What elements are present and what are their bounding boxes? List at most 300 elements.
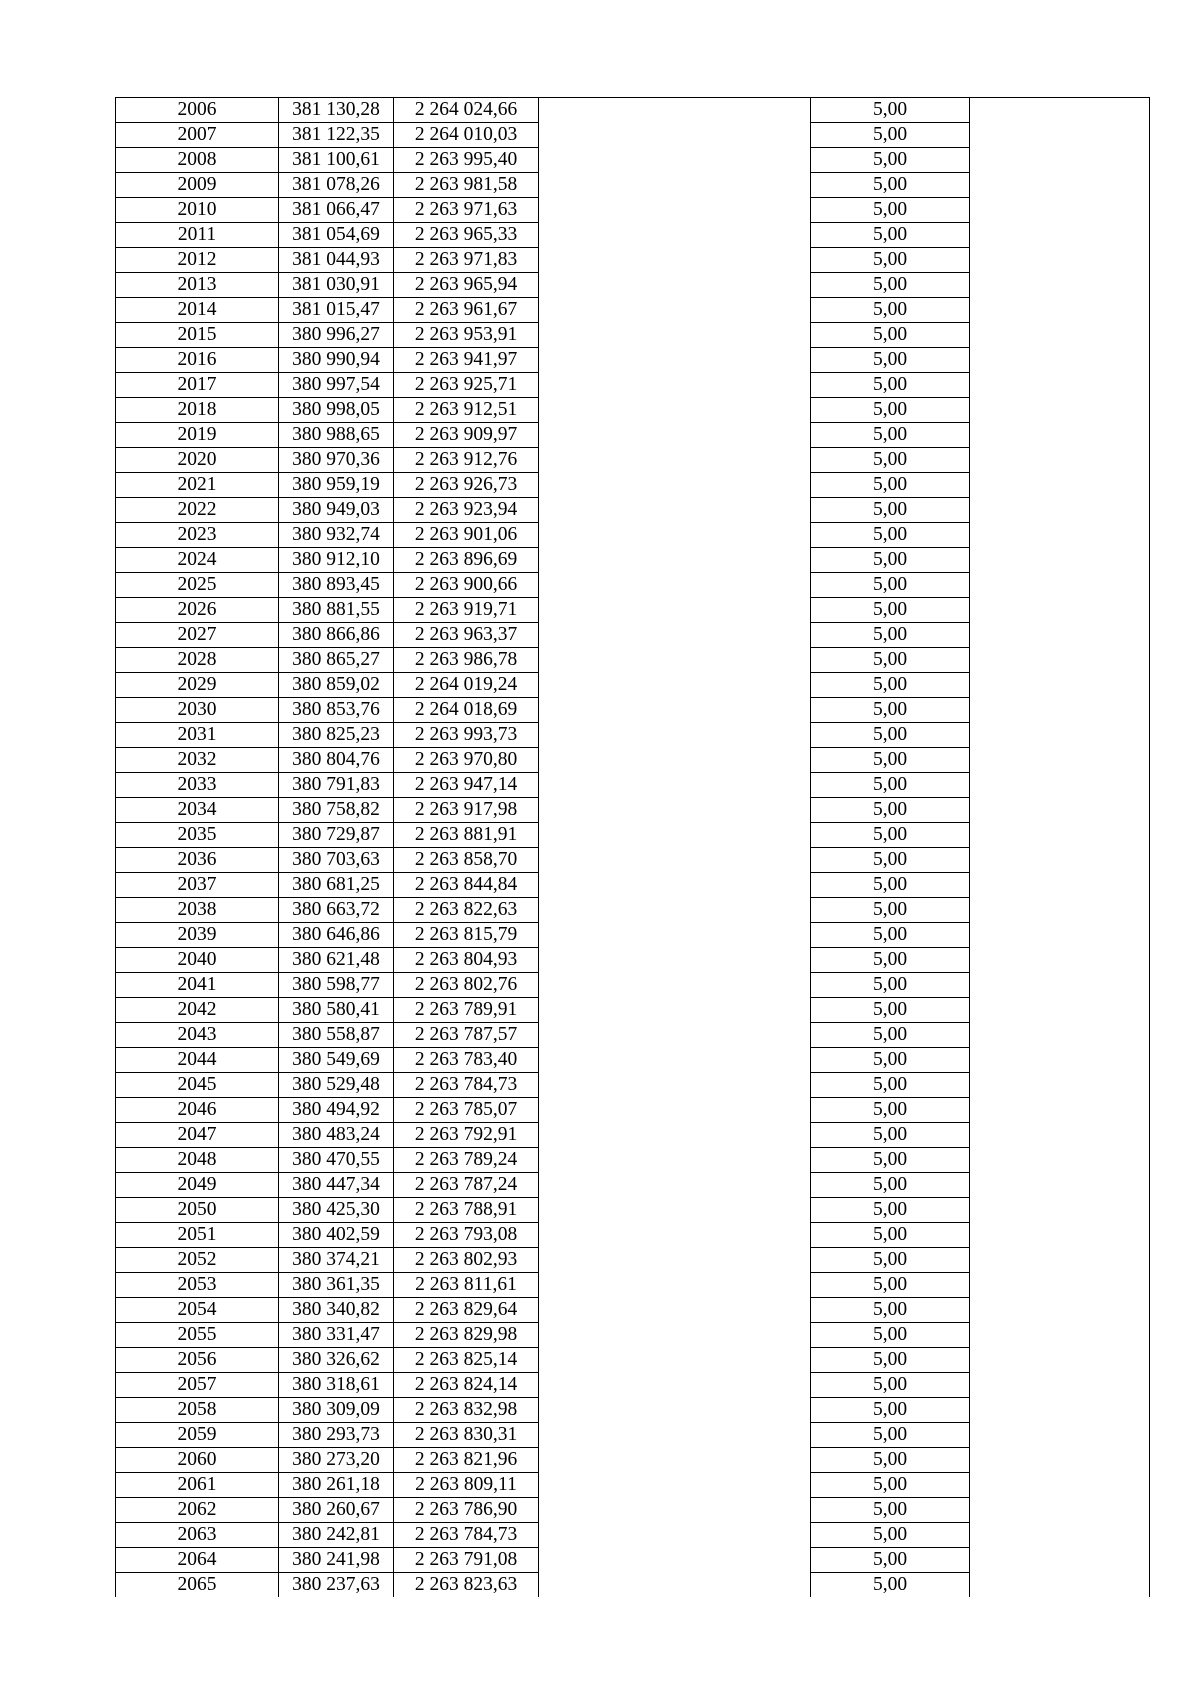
y-coordinate-cell: 2 263 971,63 [394,198,539,223]
table-row [116,423,1150,448]
y-coordinate-cell: 2 263 785,07 [394,1098,539,1123]
table-row [116,1548,1150,1573]
x-coordinate-cell: 380 331,47 [279,1323,394,1348]
point-number-cell: 2053 [116,1273,279,1298]
point-number-cell: 2038 [116,898,279,923]
empty-cell [970,1173,1150,1198]
point-number-cell: 2054 [116,1298,279,1323]
empty-cell [539,123,811,148]
empty-cell [970,323,1150,348]
y-coordinate-cell: 2 263 809,11 [394,1473,539,1498]
point-number-cell: 2024 [116,548,279,573]
empty-cell [539,223,811,248]
table-row [116,523,1150,548]
empty-cell [970,1473,1150,1498]
point-number-cell: 2047 [116,1123,279,1148]
x-coordinate-cell: 381 130,28 [279,98,394,123]
empty-cell [970,498,1150,523]
point-number-cell: 2033 [116,773,279,798]
x-coordinate-cell: 380 293,73 [279,1423,394,1448]
x-coordinate-cell: 380 893,45 [279,573,394,598]
y-coordinate-cell: 2 264 018,69 [394,698,539,723]
empty-cell [970,1123,1150,1148]
table-row [116,848,1150,873]
x-coordinate-cell: 380 425,30 [279,1198,394,1223]
table-row [116,823,1150,848]
table-row [116,973,1150,998]
table-row [116,348,1150,373]
point-number-cell: 2035 [116,823,279,848]
precision-cell: 5,00 [811,1023,970,1048]
point-number-cell: 2013 [116,273,279,298]
precision-cell: 5,00 [811,1273,970,1298]
y-coordinate-cell: 2 263 792,91 [394,1123,539,1148]
table-row [116,998,1150,1023]
empty-cell [970,448,1150,473]
point-number-cell: 2060 [116,1448,279,1473]
x-coordinate-cell: 380 261,18 [279,1473,394,1498]
x-coordinate-cell: 380 932,74 [279,523,394,548]
precision-cell: 5,00 [811,523,970,548]
point-number-cell: 2063 [116,1523,279,1548]
point-number-cell: 2009 [116,173,279,198]
table-row [116,148,1150,173]
empty-cell [539,1023,811,1048]
empty-cell [539,98,811,123]
y-coordinate-cell: 2 263 858,70 [394,848,539,873]
x-coordinate-cell: 380 237,63 [279,1573,394,1598]
empty-cell [539,623,811,648]
y-coordinate-cell: 2 263 961,67 [394,298,539,323]
table-row [116,1498,1150,1523]
x-coordinate-cell: 380 703,63 [279,848,394,873]
empty-cell [970,573,1150,598]
empty-cell [539,1323,811,1348]
y-coordinate-cell: 2 263 965,94 [394,273,539,298]
y-coordinate-cell: 2 263 823,63 [394,1573,539,1598]
x-coordinate-cell: 381 015,47 [279,298,394,323]
point-number-cell: 2019 [116,423,279,448]
table-row [116,1523,1150,1548]
y-coordinate-cell: 2 263 963,37 [394,623,539,648]
precision-cell: 5,00 [811,1348,970,1373]
table-row [116,898,1150,923]
empty-cell [970,523,1150,548]
y-coordinate-cell: 2 263 981,58 [394,173,539,198]
x-coordinate-cell: 380 729,87 [279,823,394,848]
empty-cell [539,873,811,898]
precision-cell: 5,00 [811,1448,970,1473]
empty-cell [539,248,811,273]
point-number-cell: 2040 [116,948,279,973]
y-coordinate-cell: 2 263 786,90 [394,1498,539,1523]
point-number-cell: 2055 [116,1323,279,1348]
point-number-cell: 2049 [116,1173,279,1198]
precision-cell: 5,00 [811,698,970,723]
empty-cell [970,1323,1150,1348]
empty-cell [539,773,811,798]
empty-cell [970,923,1150,948]
precision-cell: 5,00 [811,823,970,848]
empty-cell [539,1298,811,1323]
empty-cell [539,398,811,423]
empty-cell [539,1498,811,1523]
point-number-cell: 2028 [116,648,279,673]
point-number-cell: 2043 [116,1023,279,1048]
x-coordinate-cell: 380 791,83 [279,773,394,798]
precision-cell: 5,00 [811,98,970,123]
table-row [116,1273,1150,1298]
x-coordinate-cell: 381 066,47 [279,198,394,223]
y-coordinate-cell: 2 263 802,76 [394,973,539,998]
precision-cell: 5,00 [811,1248,970,1273]
precision-cell: 5,00 [811,1048,970,1073]
empty-cell [970,698,1150,723]
empty-cell [970,748,1150,773]
precision-cell: 5,00 [811,323,970,348]
table-row [116,1573,1150,1598]
precision-cell: 5,00 [811,1423,970,1448]
x-coordinate-cell: 380 853,76 [279,698,394,723]
empty-cell [539,1523,811,1548]
empty-cell [970,1023,1150,1048]
y-coordinate-cell: 2 263 825,14 [394,1348,539,1373]
empty-cell [970,298,1150,323]
y-coordinate-cell: 2 263 947,14 [394,773,539,798]
x-coordinate-cell: 380 447,34 [279,1173,394,1198]
table-row [116,448,1150,473]
table-row [116,98,1150,123]
empty-cell [970,1448,1150,1473]
y-coordinate-cell: 2 263 896,69 [394,548,539,573]
x-coordinate-cell: 380 273,20 [279,1448,394,1473]
table-row [116,623,1150,648]
y-coordinate-cell: 2 263 993,73 [394,723,539,748]
x-coordinate-cell: 380 949,03 [279,498,394,523]
table-row [116,323,1150,348]
x-coordinate-cell: 381 030,91 [279,273,394,298]
coordinates-table [115,97,1150,1597]
precision-cell: 5,00 [811,923,970,948]
x-coordinate-cell: 380 912,10 [279,548,394,573]
empty-cell [970,98,1150,123]
table-row [116,648,1150,673]
empty-cell [970,473,1150,498]
point-number-cell: 2021 [116,473,279,498]
precision-cell: 5,00 [811,1298,970,1323]
y-coordinate-cell: 2 263 830,31 [394,1423,539,1448]
x-coordinate-cell: 380 990,94 [279,348,394,373]
precision-cell: 5,00 [811,873,970,898]
point-number-cell: 2057 [116,1373,279,1398]
y-coordinate-cell: 2 263 821,96 [394,1448,539,1473]
empty-cell [970,273,1150,298]
y-coordinate-cell: 2 263 829,64 [394,1298,539,1323]
empty-cell [539,523,811,548]
y-coordinate-cell: 2 263 787,24 [394,1173,539,1198]
empty-cell [539,1223,811,1248]
empty-cell [539,923,811,948]
empty-cell [539,1123,811,1148]
x-coordinate-cell: 380 361,35 [279,1273,394,1298]
point-number-cell: 2036 [116,848,279,873]
x-coordinate-cell: 380 804,76 [279,748,394,773]
empty-cell [539,498,811,523]
x-coordinate-cell: 380 580,41 [279,998,394,1023]
y-coordinate-cell: 2 263 995,40 [394,148,539,173]
empty-cell [970,1198,1150,1223]
precision-cell: 5,00 [811,1548,970,1573]
x-coordinate-cell: 380 959,19 [279,473,394,498]
empty-cell [539,898,811,923]
precision-cell: 5,00 [811,1073,970,1098]
table-row [116,548,1150,573]
y-coordinate-cell: 2 264 010,03 [394,123,539,148]
empty-cell [970,873,1150,898]
empty-cell [970,1298,1150,1323]
empty-cell [539,698,811,723]
point-number-cell: 2044 [116,1048,279,1073]
x-coordinate-cell: 381 054,69 [279,223,394,248]
y-coordinate-cell: 2 263 970,80 [394,748,539,773]
table-row [116,1298,1150,1323]
empty-cell [970,1098,1150,1123]
empty-cell [970,973,1150,998]
y-coordinate-cell: 2 263 811,61 [394,1273,539,1298]
point-number-cell: 2064 [116,1548,279,1573]
empty-cell [539,1573,811,1598]
table-row [116,1223,1150,1248]
x-coordinate-cell: 380 998,05 [279,398,394,423]
point-number-cell: 2052 [116,1248,279,1273]
empty-cell [970,1573,1150,1598]
empty-cell [539,748,811,773]
y-coordinate-cell: 2 263 919,71 [394,598,539,623]
precision-cell: 5,00 [811,398,970,423]
y-coordinate-cell: 2 263 787,57 [394,1023,539,1048]
table-row [116,598,1150,623]
point-number-cell: 2023 [116,523,279,548]
empty-cell [539,273,811,298]
empty-cell [539,1098,811,1123]
x-coordinate-cell: 380 621,48 [279,948,394,973]
empty-cell [539,1198,811,1223]
precision-cell: 5,00 [811,298,970,323]
point-number-cell: 2050 [116,1198,279,1223]
point-number-cell: 2034 [116,798,279,823]
empty-cell [539,1473,811,1498]
y-coordinate-cell: 2 263 986,78 [394,648,539,673]
empty-cell [970,1148,1150,1173]
table-row [116,748,1150,773]
empty-cell [970,1048,1150,1073]
precision-cell: 5,00 [811,673,970,698]
x-coordinate-cell: 380 825,23 [279,723,394,748]
precision-cell: 5,00 [811,1398,970,1423]
point-number-cell: 2062 [116,1498,279,1523]
empty-cell [970,1348,1150,1373]
empty-cell [970,1248,1150,1273]
precision-cell: 5,00 [811,1223,970,1248]
point-number-cell: 2018 [116,398,279,423]
empty-cell [970,1398,1150,1423]
table-row [116,1348,1150,1373]
table-row [116,1448,1150,1473]
empty-cell [539,323,811,348]
empty-cell [539,1073,811,1098]
empty-cell [539,573,811,598]
x-coordinate-cell: 381 122,35 [279,123,394,148]
point-number-cell: 2046 [116,1098,279,1123]
point-number-cell: 2011 [116,223,279,248]
empty-cell [970,823,1150,848]
table-row [116,923,1150,948]
precision-cell: 5,00 [811,148,970,173]
empty-cell [539,1398,811,1423]
table-row [116,398,1150,423]
x-coordinate-cell: 380 646,86 [279,923,394,948]
empty-cell [539,198,811,223]
table-row [116,673,1150,698]
point-number-cell: 2037 [116,873,279,898]
y-coordinate-cell: 2 264 019,24 [394,673,539,698]
y-coordinate-cell: 2 263 789,24 [394,1148,539,1173]
empty-cell [539,1423,811,1448]
table-row [116,798,1150,823]
y-coordinate-cell: 2 263 917,98 [394,798,539,823]
x-coordinate-cell: 380 318,61 [279,1373,394,1398]
table-row [116,1098,1150,1123]
empty-cell [970,948,1150,973]
empty-cell [970,223,1150,248]
empty-cell [539,798,811,823]
table-row [116,1073,1150,1098]
precision-cell: 5,00 [811,1498,970,1523]
y-coordinate-cell: 2 263 784,73 [394,1523,539,1548]
point-number-cell: 2025 [116,573,279,598]
point-number-cell: 2059 [116,1423,279,1448]
x-coordinate-cell: 380 326,62 [279,1348,394,1373]
x-coordinate-cell: 380 988,65 [279,423,394,448]
point-number-cell: 2012 [116,248,279,273]
y-coordinate-cell: 2 263 909,97 [394,423,539,448]
table-row [116,1173,1150,1198]
empty-cell [970,623,1150,648]
x-coordinate-cell: 380 997,54 [279,373,394,398]
precision-cell: 5,00 [811,598,970,623]
x-coordinate-cell: 380 881,55 [279,598,394,623]
table-row [116,1148,1150,1173]
empty-cell [970,673,1150,698]
empty-cell [539,423,811,448]
point-number-cell: 2006 [116,98,279,123]
precision-cell: 5,00 [811,173,970,198]
y-coordinate-cell: 2 263 923,94 [394,498,539,523]
y-coordinate-cell: 2 263 965,33 [394,223,539,248]
precision-cell: 5,00 [811,1523,970,1548]
y-coordinate-cell: 2 263 788,91 [394,1198,539,1223]
empty-cell [970,648,1150,673]
precision-cell: 5,00 [811,898,970,923]
point-number-cell: 2051 [116,1223,279,1248]
empty-cell [539,548,811,573]
empty-cell [970,1073,1150,1098]
y-coordinate-cell: 2 263 926,73 [394,473,539,498]
table-row [116,873,1150,898]
point-number-cell: 2026 [116,598,279,623]
empty-cell [539,1248,811,1273]
x-coordinate-cell: 380 494,92 [279,1098,394,1123]
table-row [116,1248,1150,1273]
table-row [116,1123,1150,1148]
table-row [116,223,1150,248]
table-row [116,198,1150,223]
precision-cell: 5,00 [811,1473,970,1498]
empty-cell [970,1423,1150,1448]
empty-cell [970,1523,1150,1548]
precision-cell: 5,00 [811,1123,970,1148]
y-coordinate-cell: 2 263 881,91 [394,823,539,848]
table-row [116,773,1150,798]
table-row [116,723,1150,748]
table-row [116,1398,1150,1423]
table-row [116,1198,1150,1223]
precision-cell: 5,00 [811,773,970,798]
y-coordinate-cell: 2 263 900,66 [394,573,539,598]
table-row [116,498,1150,523]
table-row [116,698,1150,723]
empty-cell [970,1223,1150,1248]
y-coordinate-cell: 2 263 953,91 [394,323,539,348]
precision-cell: 5,00 [811,1573,970,1598]
y-coordinate-cell: 2 263 941,97 [394,348,539,373]
empty-cell [539,473,811,498]
x-coordinate-cell: 380 241,98 [279,1548,394,1573]
empty-cell [539,948,811,973]
empty-cell [539,348,811,373]
precision-cell: 5,00 [811,1198,970,1223]
table-row [116,573,1150,598]
precision-cell: 5,00 [811,848,970,873]
empty-cell [539,373,811,398]
point-number-cell: 2010 [116,198,279,223]
precision-cell: 5,00 [811,198,970,223]
empty-cell [970,723,1150,748]
empty-cell [970,148,1150,173]
empty-cell [539,298,811,323]
table-row [116,1048,1150,1073]
precision-cell: 5,00 [811,1098,970,1123]
empty-cell [970,1548,1150,1573]
x-coordinate-cell: 380 866,86 [279,623,394,648]
empty-cell [539,848,811,873]
empty-cell [970,848,1150,873]
empty-cell [970,398,1150,423]
point-number-cell: 2022 [116,498,279,523]
table-row [116,123,1150,148]
point-number-cell: 2014 [116,298,279,323]
precision-cell: 5,00 [811,998,970,1023]
x-coordinate-cell: 380 242,81 [279,1523,394,1548]
y-coordinate-cell: 2 263 832,98 [394,1398,539,1423]
table-row [116,1023,1150,1048]
precision-cell: 5,00 [811,648,970,673]
precision-cell: 5,00 [811,248,970,273]
point-number-cell: 2015 [116,323,279,348]
x-coordinate-cell: 380 309,09 [279,1398,394,1423]
table-row [116,1473,1150,1498]
precision-cell: 5,00 [811,948,970,973]
